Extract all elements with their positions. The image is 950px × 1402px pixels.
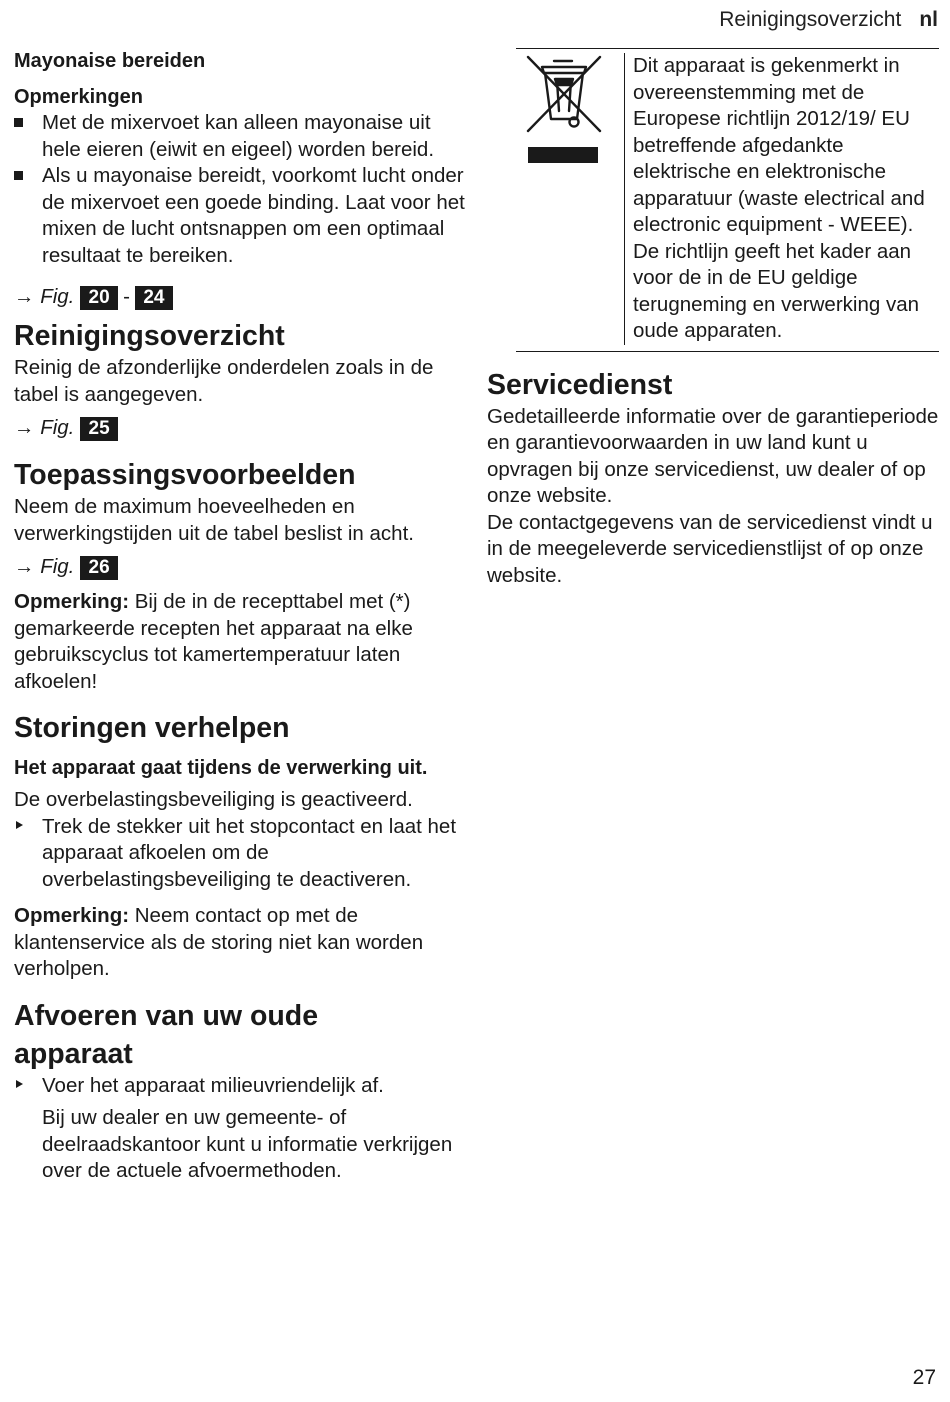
header-language: nl bbox=[919, 8, 938, 31]
square-bullet-icon bbox=[14, 118, 23, 127]
note-label: Opmerking: bbox=[14, 904, 130, 927]
fig-label: Fig. bbox=[40, 416, 75, 439]
weee-text-cell bbox=[625, 53, 939, 345]
section-heading-cleaning: Reinigingsoverzicht bbox=[14, 320, 285, 352]
left-column bbox=[14, 48, 466, 1185]
fig-number-badge: 24 bbox=[135, 286, 173, 310]
weee-text-directive: De richtlijn geeft het kader aan voor de in de EU geldige terugneming en verwerking van oude apparaten. bbox=[633, 239, 920, 342]
fig-number-badge: 25 bbox=[80, 417, 118, 441]
examples-text: Neem de maximum hoeveelheden en verwerkingstijden uit de tabel beslist in acht. bbox=[14, 495, 414, 545]
figure-reference bbox=[14, 553, 466, 581]
troubleshoot-cause: De overbelastingsbeveiliging is geactiveerd. bbox=[14, 788, 413, 811]
weee-icon-cell bbox=[516, 53, 625, 345]
fig-label: Fig. bbox=[40, 555, 75, 578]
page-number: 27 bbox=[912, 1366, 936, 1389]
section-heading-service: Servicedienst bbox=[487, 368, 673, 401]
triangle-bullet-icon bbox=[16, 1080, 23, 1088]
square-bullet-icon bbox=[14, 171, 23, 180]
figure-reference bbox=[14, 283, 466, 311]
note-text: Neem contact op met de klantenservice als de storing niet kan worden verholpen. bbox=[14, 904, 424, 980]
fig-label: Fig. bbox=[40, 285, 75, 308]
crossed-out-wheelie-bin-icon bbox=[524, 55, 604, 167]
troubleshoot-problem: Het apparaat gaat tijdens de verwerking uit. bbox=[14, 757, 428, 779]
mayo-notes-heading: Opmerkingen bbox=[14, 86, 143, 108]
troubleshoot-note bbox=[14, 903, 466, 983]
note-label: Opmerking: bbox=[14, 590, 130, 613]
arrow-right-icon: → bbox=[14, 285, 35, 308]
examples-note bbox=[14, 589, 466, 695]
mayo-heading: Mayonaise bereiden bbox=[14, 50, 206, 72]
list-item: Voer het apparaat milieuvriendelijk af. bbox=[14, 1073, 466, 1100]
service-contact-text: De contactgegevens van de servicedienst vindt u in de meegeleverde servicedienstlijst of op onze website. bbox=[487, 510, 933, 587]
mayo-notes-list bbox=[14, 110, 466, 269]
weee-notice-box bbox=[516, 48, 939, 352]
triangle-bullet-icon bbox=[16, 821, 23, 829]
section-heading-disposal: Afvoeren van uw oude apparaat bbox=[14, 999, 319, 1070]
fig-number-badge: 26 bbox=[80, 556, 118, 580]
disposal-actions bbox=[14, 1073, 466, 1100]
weee-text: Dit apparaat is gekenmerkt in overeenstemming met de Europese richtlijn 2012/19/ EU betreffende afgedankte elektrische en elektronische apparatuur (waste electrical and electronic equipment - WEEE). bbox=[633, 54, 925, 236]
list-item: Trek de stekker uit het stopcontact en laat het apparaat afkoelen om de overbelastingsbeveiliging te deactiveren. bbox=[14, 814, 466, 894]
figure-reference bbox=[14, 414, 466, 442]
cleaning-text: Reinig de afzonderlijke onderdelen zoals in de tabel is aangegeven. bbox=[14, 356, 434, 406]
fig-number-badge: 20 bbox=[80, 286, 118, 310]
section-heading-examples: Toepassingsvoorbeelden bbox=[14, 459, 356, 491]
header-section-title: Reinigingsoverzicht bbox=[719, 8, 902, 31]
disposal-text: Bij uw dealer en uw gemeente- of deelraadskantoor kunt u informatie verkrijgen over de actuele afvoermethoden. bbox=[42, 1106, 453, 1182]
arrow-right-icon: → bbox=[14, 555, 35, 578]
list-item: Met de mixervoet kan alleen mayonaise uit hele eieren (eiwit en eigeel) worden bereid. bbox=[14, 110, 466, 163]
arrow-right-icon: → bbox=[14, 416, 35, 439]
note-text: Bij de in de recepttabel met (*) gemarkeerde recepten het apparaat na elke gebruikscyclus tot kamertemperatuur laten afkoelen! bbox=[14, 590, 413, 693]
list-item: Als u mayonaise bereidt, voorkomt lucht onder de mixervoet een goede binding. Laat voor het mixen de lucht ontsnappen om een optimaal resultaat te bereiken. bbox=[14, 163, 466, 269]
page-header bbox=[719, 8, 938, 32]
section-heading-troubleshooting: Storingen verhelpen bbox=[14, 712, 290, 744]
troubleshoot-actions bbox=[14, 814, 466, 894]
fig-range-dash: - bbox=[123, 285, 130, 308]
service-text: Gedetailleerde informatie over de garantieperiode en garantievoorwaarden in uw land kunt u opvragen bij onze servicedienst, uw dealer of op onze website. bbox=[487, 404, 939, 507]
right-column bbox=[487, 48, 939, 589]
